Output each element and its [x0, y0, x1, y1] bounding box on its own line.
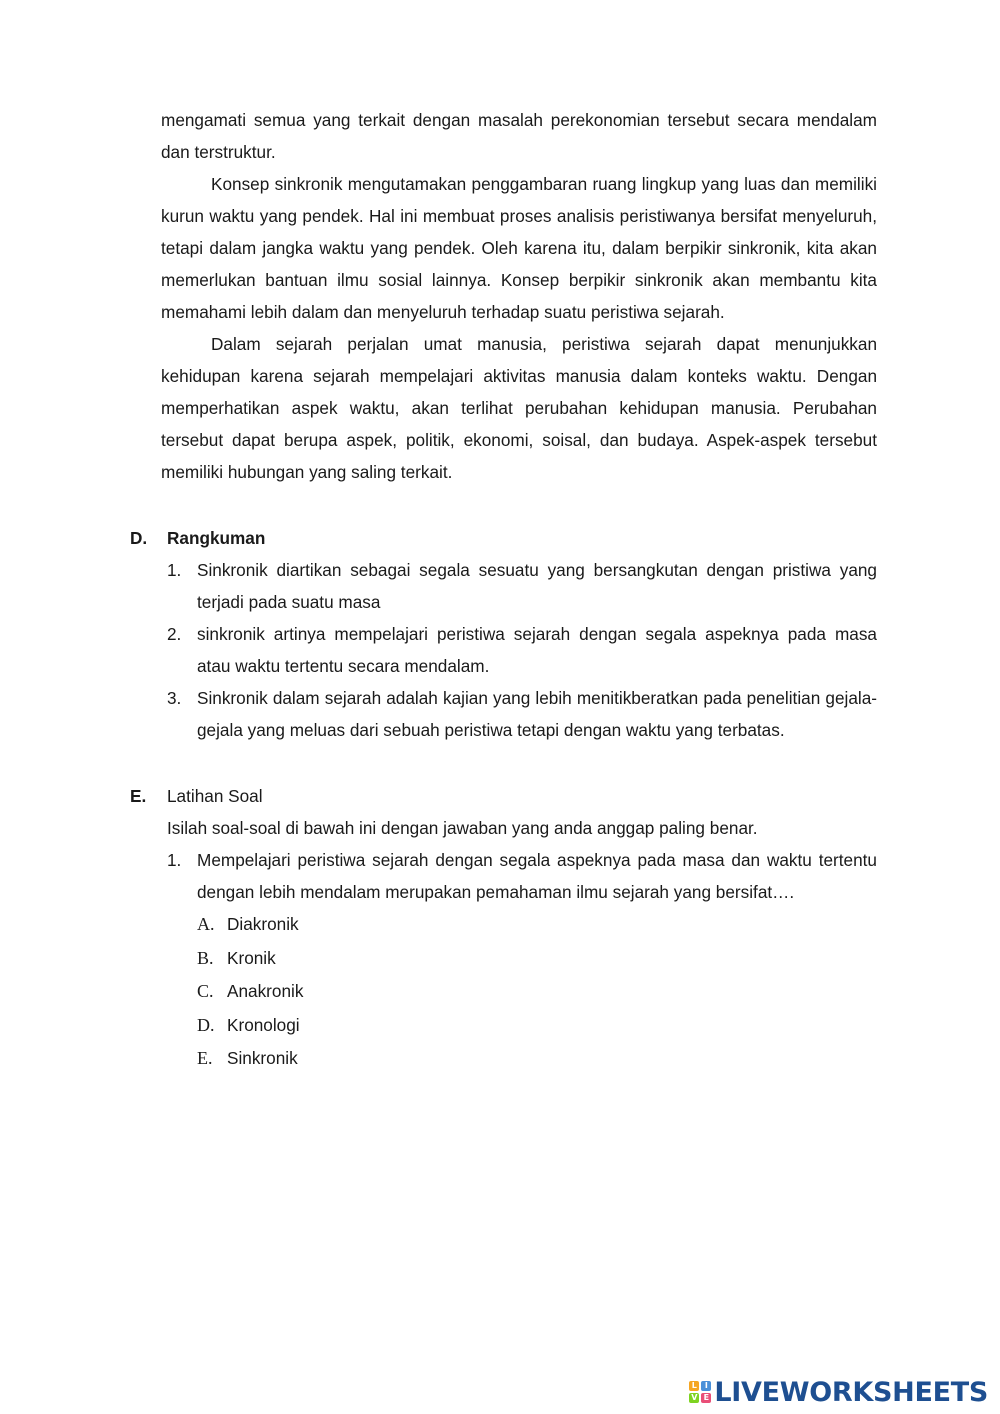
paragraph-continuation: mengamati semua yang terkait dengan masalah perekonomian tersebut secara mendalam dan terstruktur.	[161, 110, 877, 162]
question-text: Mempelajari peristiwa sejarah dengan segala aspeknya pada masa dan waktu tertentu dengan lebih mendalam merupakan pemahaman ilmu sejarah yang bersifat….	[197, 850, 877, 902]
summary-item	[161, 554, 877, 618]
logo-tile-v: V	[691, 1393, 698, 1402]
section-d-letter: D.	[130, 528, 148, 548]
logo-tile-e: E	[701, 1393, 711, 1403]
paragraph-human-history: Dalam sejarah perjalan umat manusia, peristiwa sejarah dapat menunjukkan kehidupan karena sejarah mempelajari aktivitas manusia dalam konteks waktu. Dengan memperhatikan aspek waktu, akan terlihat perubahan kehidupan manusia. Perubahan tersebut dapat berupa aspek, politik, ekonomi, soisal, dan budaya. Aspek-aspek tersebut memiliki hubungan yang saling terkait.	[161, 334, 877, 482]
summary-list	[161, 554, 877, 746]
section-e-letter: E.	[130, 786, 147, 806]
answer-option-d[interactable]	[161, 1009, 877, 1043]
question-list	[161, 844, 877, 908]
option-letter: D.	[197, 1014, 215, 1035]
summary-item	[161, 682, 877, 746]
option-text: Anakronik	[227, 981, 304, 1001]
logo-grid-icon	[689, 1381, 711, 1403]
exercise-instruction: Isilah soal-soal di bawah ini dengan jawaban yang anda anggap paling benar.	[167, 818, 758, 838]
section-e-title: Latihan Soal	[167, 786, 263, 806]
summary-item-text: Sinkronik dalam sejarah adalah kajian yang lebih menitikberatkan pada penelitian gejala-gejala yang meluas dari sebuah peristiwa tetapi dengan waktu yang terbatas.	[197, 688, 877, 740]
question-number: 1.	[167, 850, 182, 870]
answer-options	[161, 908, 877, 1076]
summary-item-number: 2.	[167, 624, 182, 644]
option-text: Kronik	[227, 947, 276, 968]
section-e-heading	[130, 780, 877, 812]
option-letter: B.	[197, 947, 214, 968]
liveworksheets-logo	[689, 1376, 988, 1408]
question-item	[161, 844, 877, 908]
summary-item-text: Sinkronik diartikan sebagai segala sesuatu yang bersangkutan dengan pristiwa yang terjadi pada suatu masa	[197, 560, 877, 612]
option-letter: E.	[197, 1048, 213, 1068]
summary-item-text: sinkronik artinya mempelajari peristiwa sejarah dengan segala aspeknya pada masa atau waktu tertentu secara mendalam.	[197, 624, 877, 676]
answer-option-b[interactable]	[161, 942, 877, 976]
paragraph-sinkronik-concept: Konsep sinkronik mengutamakan penggambaran ruang lingkup yang luas dan memiliki kurun waktu yang pendek. Hal ini membuat proses analisis peristiwanya bersifat menyeluruh, tetapi dalam jangka waktu yang pendek. Oleh karena itu, dalam berpikir sinkronik, kita akan memerlukan bantuan ilmu sosial lainnya. Konsep berpikir sinkronik akan membantu kita memahami lebih dalam dan menyeluruh terhadap suatu peristiwa sejarah.	[161, 174, 877, 322]
summary-item	[161, 618, 877, 682]
answer-option-a[interactable]	[161, 908, 877, 942]
section-d-title: Rangkuman	[167, 528, 266, 548]
option-letter: A.	[197, 914, 215, 934]
answer-option-e[interactable]	[161, 1042, 877, 1076]
option-text: Kronologi	[227, 1014, 300, 1035]
option-text: Diakronik	[227, 914, 299, 934]
option-text: Sinkronik	[227, 1048, 298, 1068]
summary-item-number: 1.	[167, 560, 182, 580]
answer-option-c[interactable]	[161, 975, 877, 1009]
logo-tile-i: I	[701, 1381, 711, 1391]
logo-tile-l: L	[689, 1381, 699, 1391]
summary-item-number: 3.	[167, 688, 182, 708]
option-letter: C.	[197, 981, 214, 1001]
section-d-heading	[130, 522, 877, 554]
logo-wordmark: LIVEWORKSHEETS	[714, 1376, 988, 1408]
page-content	[130, 104, 877, 1076]
